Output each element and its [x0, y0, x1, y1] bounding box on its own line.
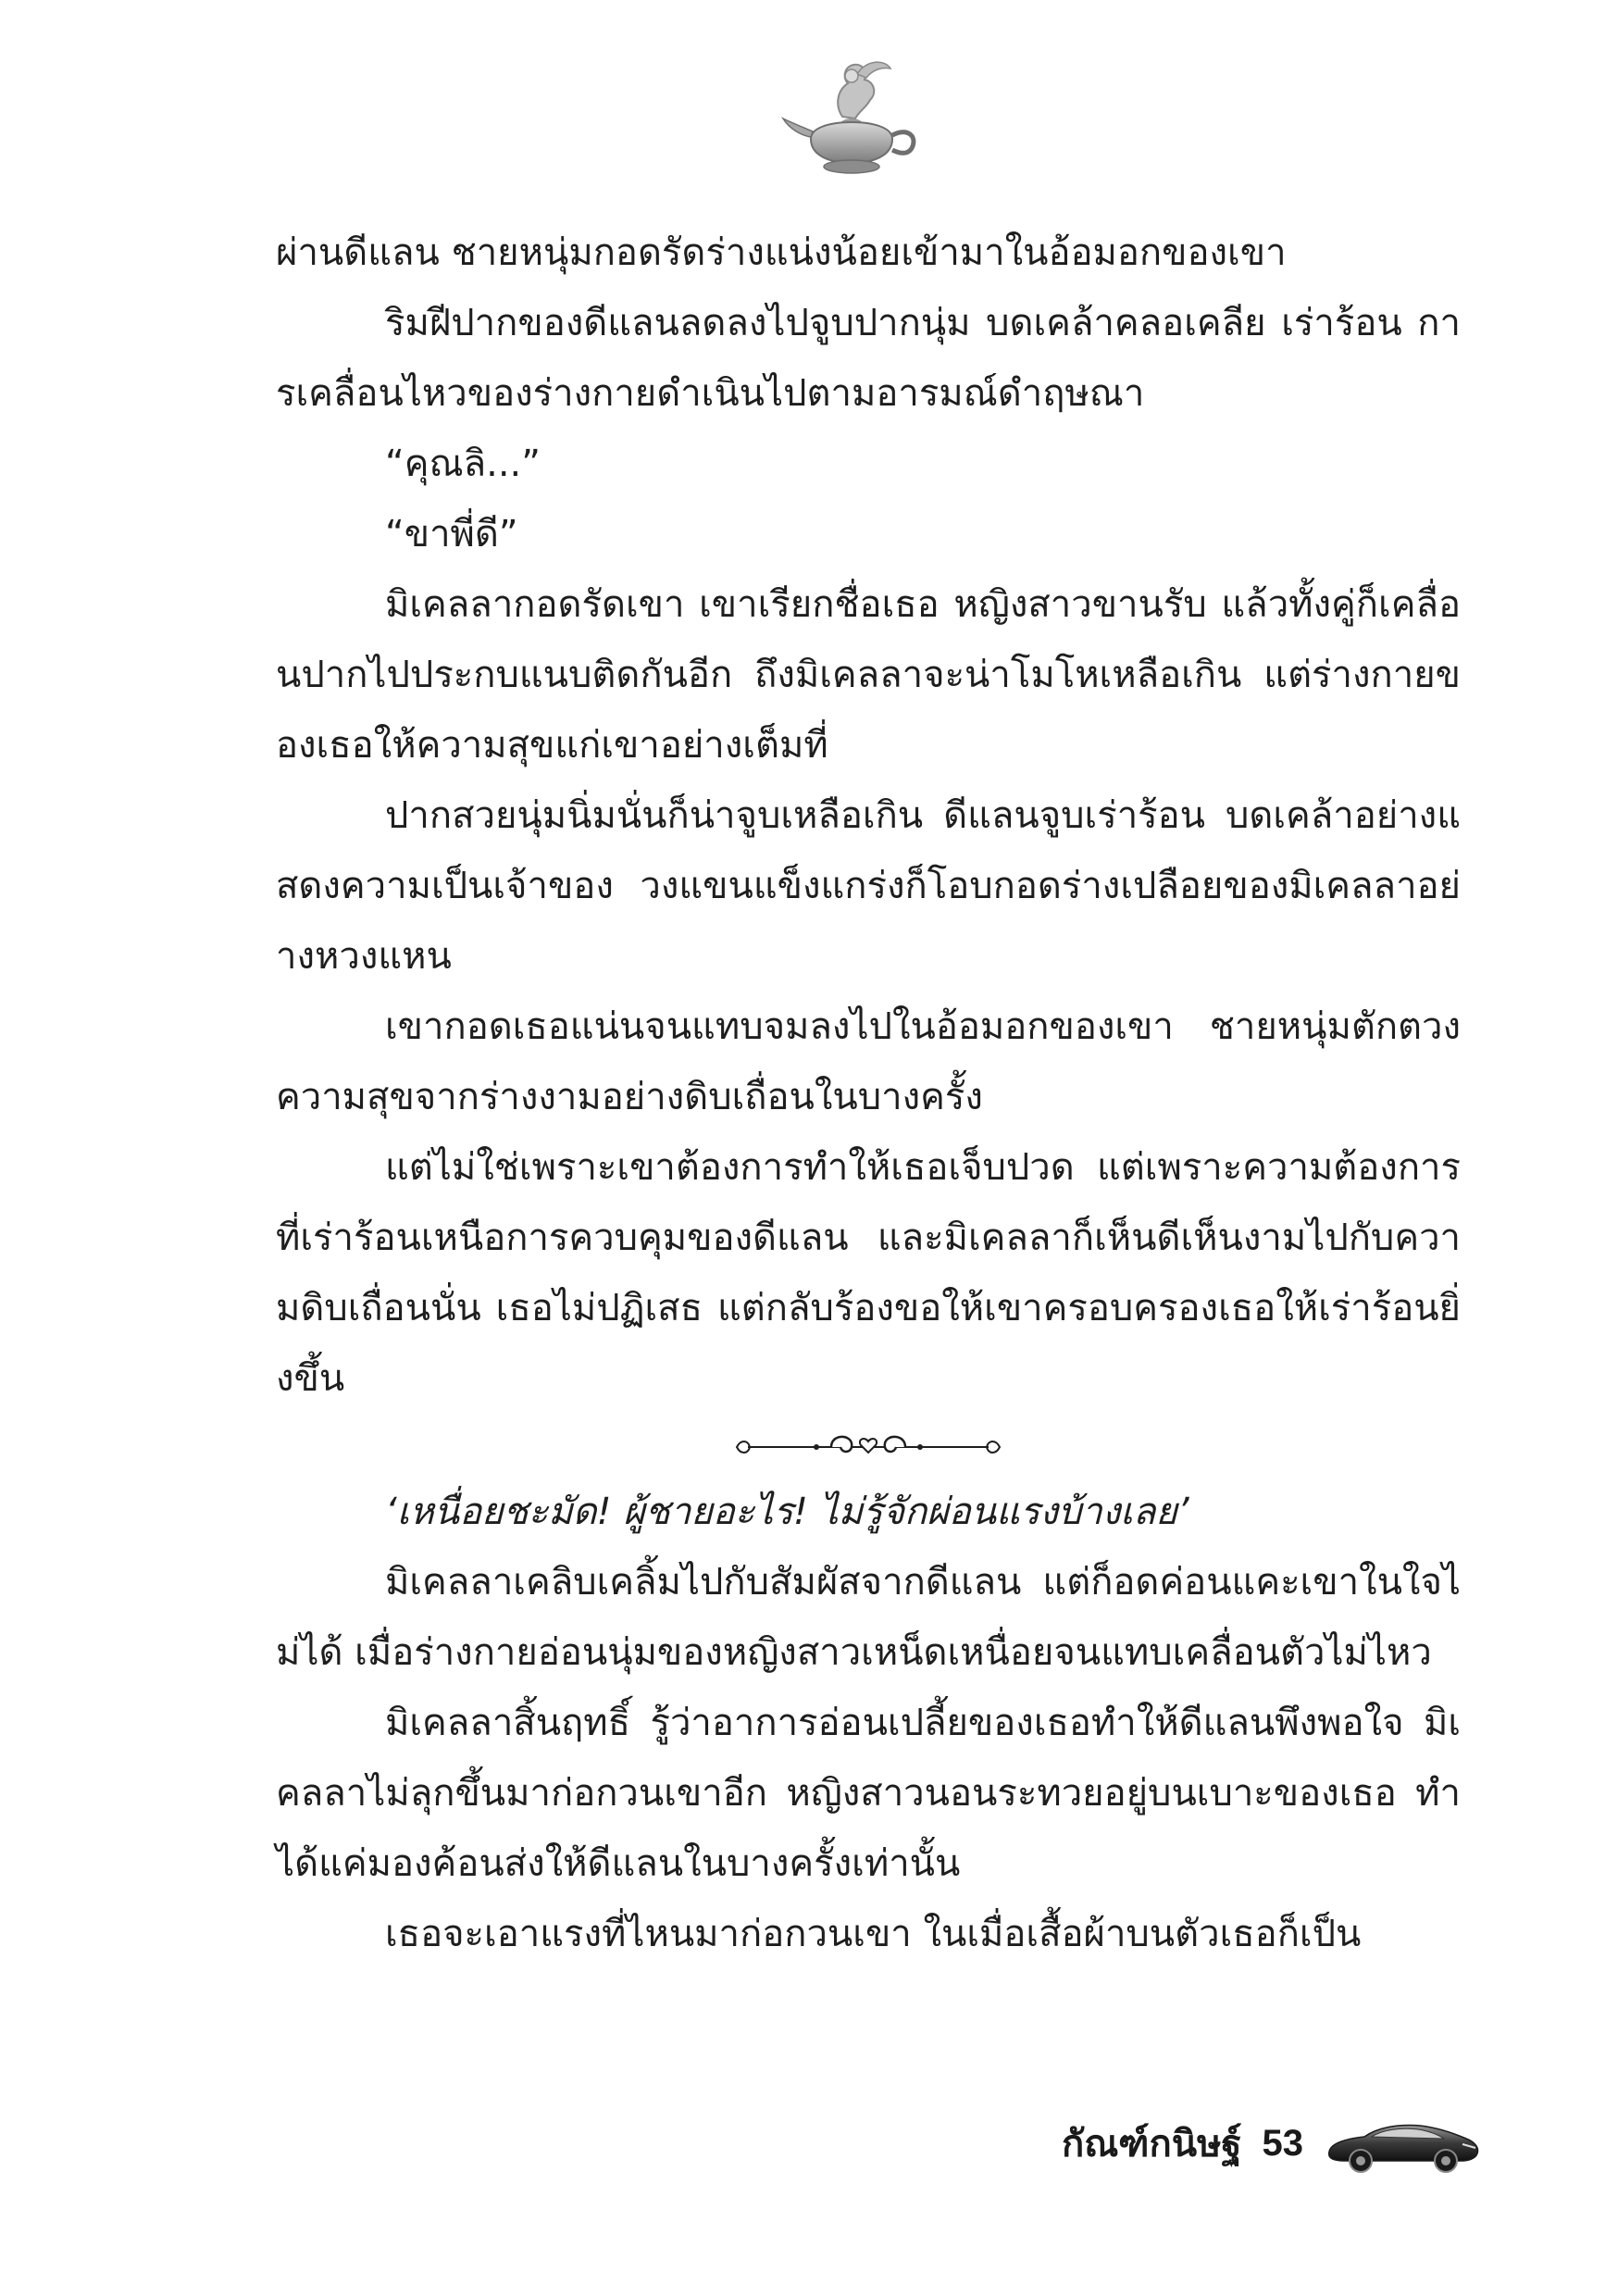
dialogue-line: “คุณลิ...” — [385, 443, 541, 485]
paragraph: เขากอดเธอแน่นจนแทบจมลงไปในอ้อมอกของเขา ชายหนุ่มตักตวงความสุขจากร่างงามอย่างดิบเถื่อนในบางครั้ง — [276, 1005, 1461, 1118]
body-text — [276, 218, 1461, 1969]
dialogue-line: “ขาพี่ดี” — [385, 513, 518, 555]
italic-thought-line: ‘เหนื่อยชะมัด! ผู้ชายอะไร! ไม่รู้จักผ่อนแรงบ้างเลย’ — [385, 1491, 1189, 1533]
paragraph: มิเคลลาสิ้นฤทธิ์ รู้ว่าอาการอ่อนเปลี้ยของเธอทำให้ดีแลนพึงพอใจ มิเคลลาไม่ลุกขึ้นมาก่อกวนเขาอีก หญิงสาวนอนระทวยอยู่บนเบาะของเธอ ทำได้แค่มองค้อนส่งให้ดีแลนในบางครั้งเท่านั้น — [276, 1702, 1461, 1885]
paragraph: ผ่านดีแลน ชายหนุ่มกอดรัดร่างแน่งน้อยเข้ามาในอ้อมอกของเขา — [276, 231, 1287, 274]
page-number: 53 — [1262, 2122, 1303, 2164]
genie-lamp-icon — [778, 54, 926, 183]
book-title: กัณฑ์กนิษฐ์ — [1061, 2123, 1242, 2165]
sports-car-icon — [1324, 2111, 1481, 2176]
paragraph: เธอจะเอาแรงที่ไหนมาก่อกวนเขา ในเมื่อเสื้อผ้าบนตัวเธอก็เป็น — [385, 1913, 1362, 1955]
paragraph: มิเคลลาเคลิบเคลิ้มไปกับสัมผัสจากดีแลน แต่ก็อดค่อนแคะเขาในใจไม่ได้ เมื่อร่างกายอ่อนนุ่มของหญิงสาวเหน็ดเหนื่อยจนแทบเคลื่อนตัวไม่ไหว — [276, 1561, 1461, 1674]
paragraph: แต่ไม่ใช่เพราะเขาต้องการทำให้เธอเจ็บปวด แต่เพราะความต้องการที่เร่าร้อนเหนือการควบคุมของดีแลน และมิเคลลาก็เห็นดีเห็นงามไปกับความดิบเถื่อนนั่น เธอไม่ปฏิเสธ แต่กลับร้องขอให้เขาครอบครองเธอให้เร่าร้อนยิ่งขึ้น — [276, 1146, 1461, 1400]
paragraph: ปากสวยนุ่มนิ่มนั่นก็น่าจูบเหลือเกิน ดีแลนจูบเร่าร้อน บดเคล้าอย่างแสดงความเป็นเจ้าของ วงแขนแข็งแกร่งก็โอบกอดร่างเปลือยของมิเคลลาอย่างหวงแหน — [276, 794, 1461, 978]
page-footer — [963, 2102, 1481, 2185]
paragraph: ริมฝีปากของดีแลนลดลงไปจูบปากนุ่ม บดเคล้าคลอเคลีย เร่าร้อน การเคลื่อนไหวของร่างกายดำเนินไปตามอารมณ์ดำฤษณา — [276, 302, 1461, 415]
paragraph: มิเคลลากอดรัดเขา เขาเรียกชื่อเธอ หญิงสาวขานรับ แล้วทั้งคู่ก็เคลื่อนปากไปประกบแนบติดกันอีก ถึงมิเคลลาจะน่าโมโหเหลือเกิน แต่ร่างกายของเธอให้ความสุขแก่เขาอย่างเต็มที่ — [276, 583, 1461, 767]
ornament-divider-icon — [729, 1427, 1007, 1467]
